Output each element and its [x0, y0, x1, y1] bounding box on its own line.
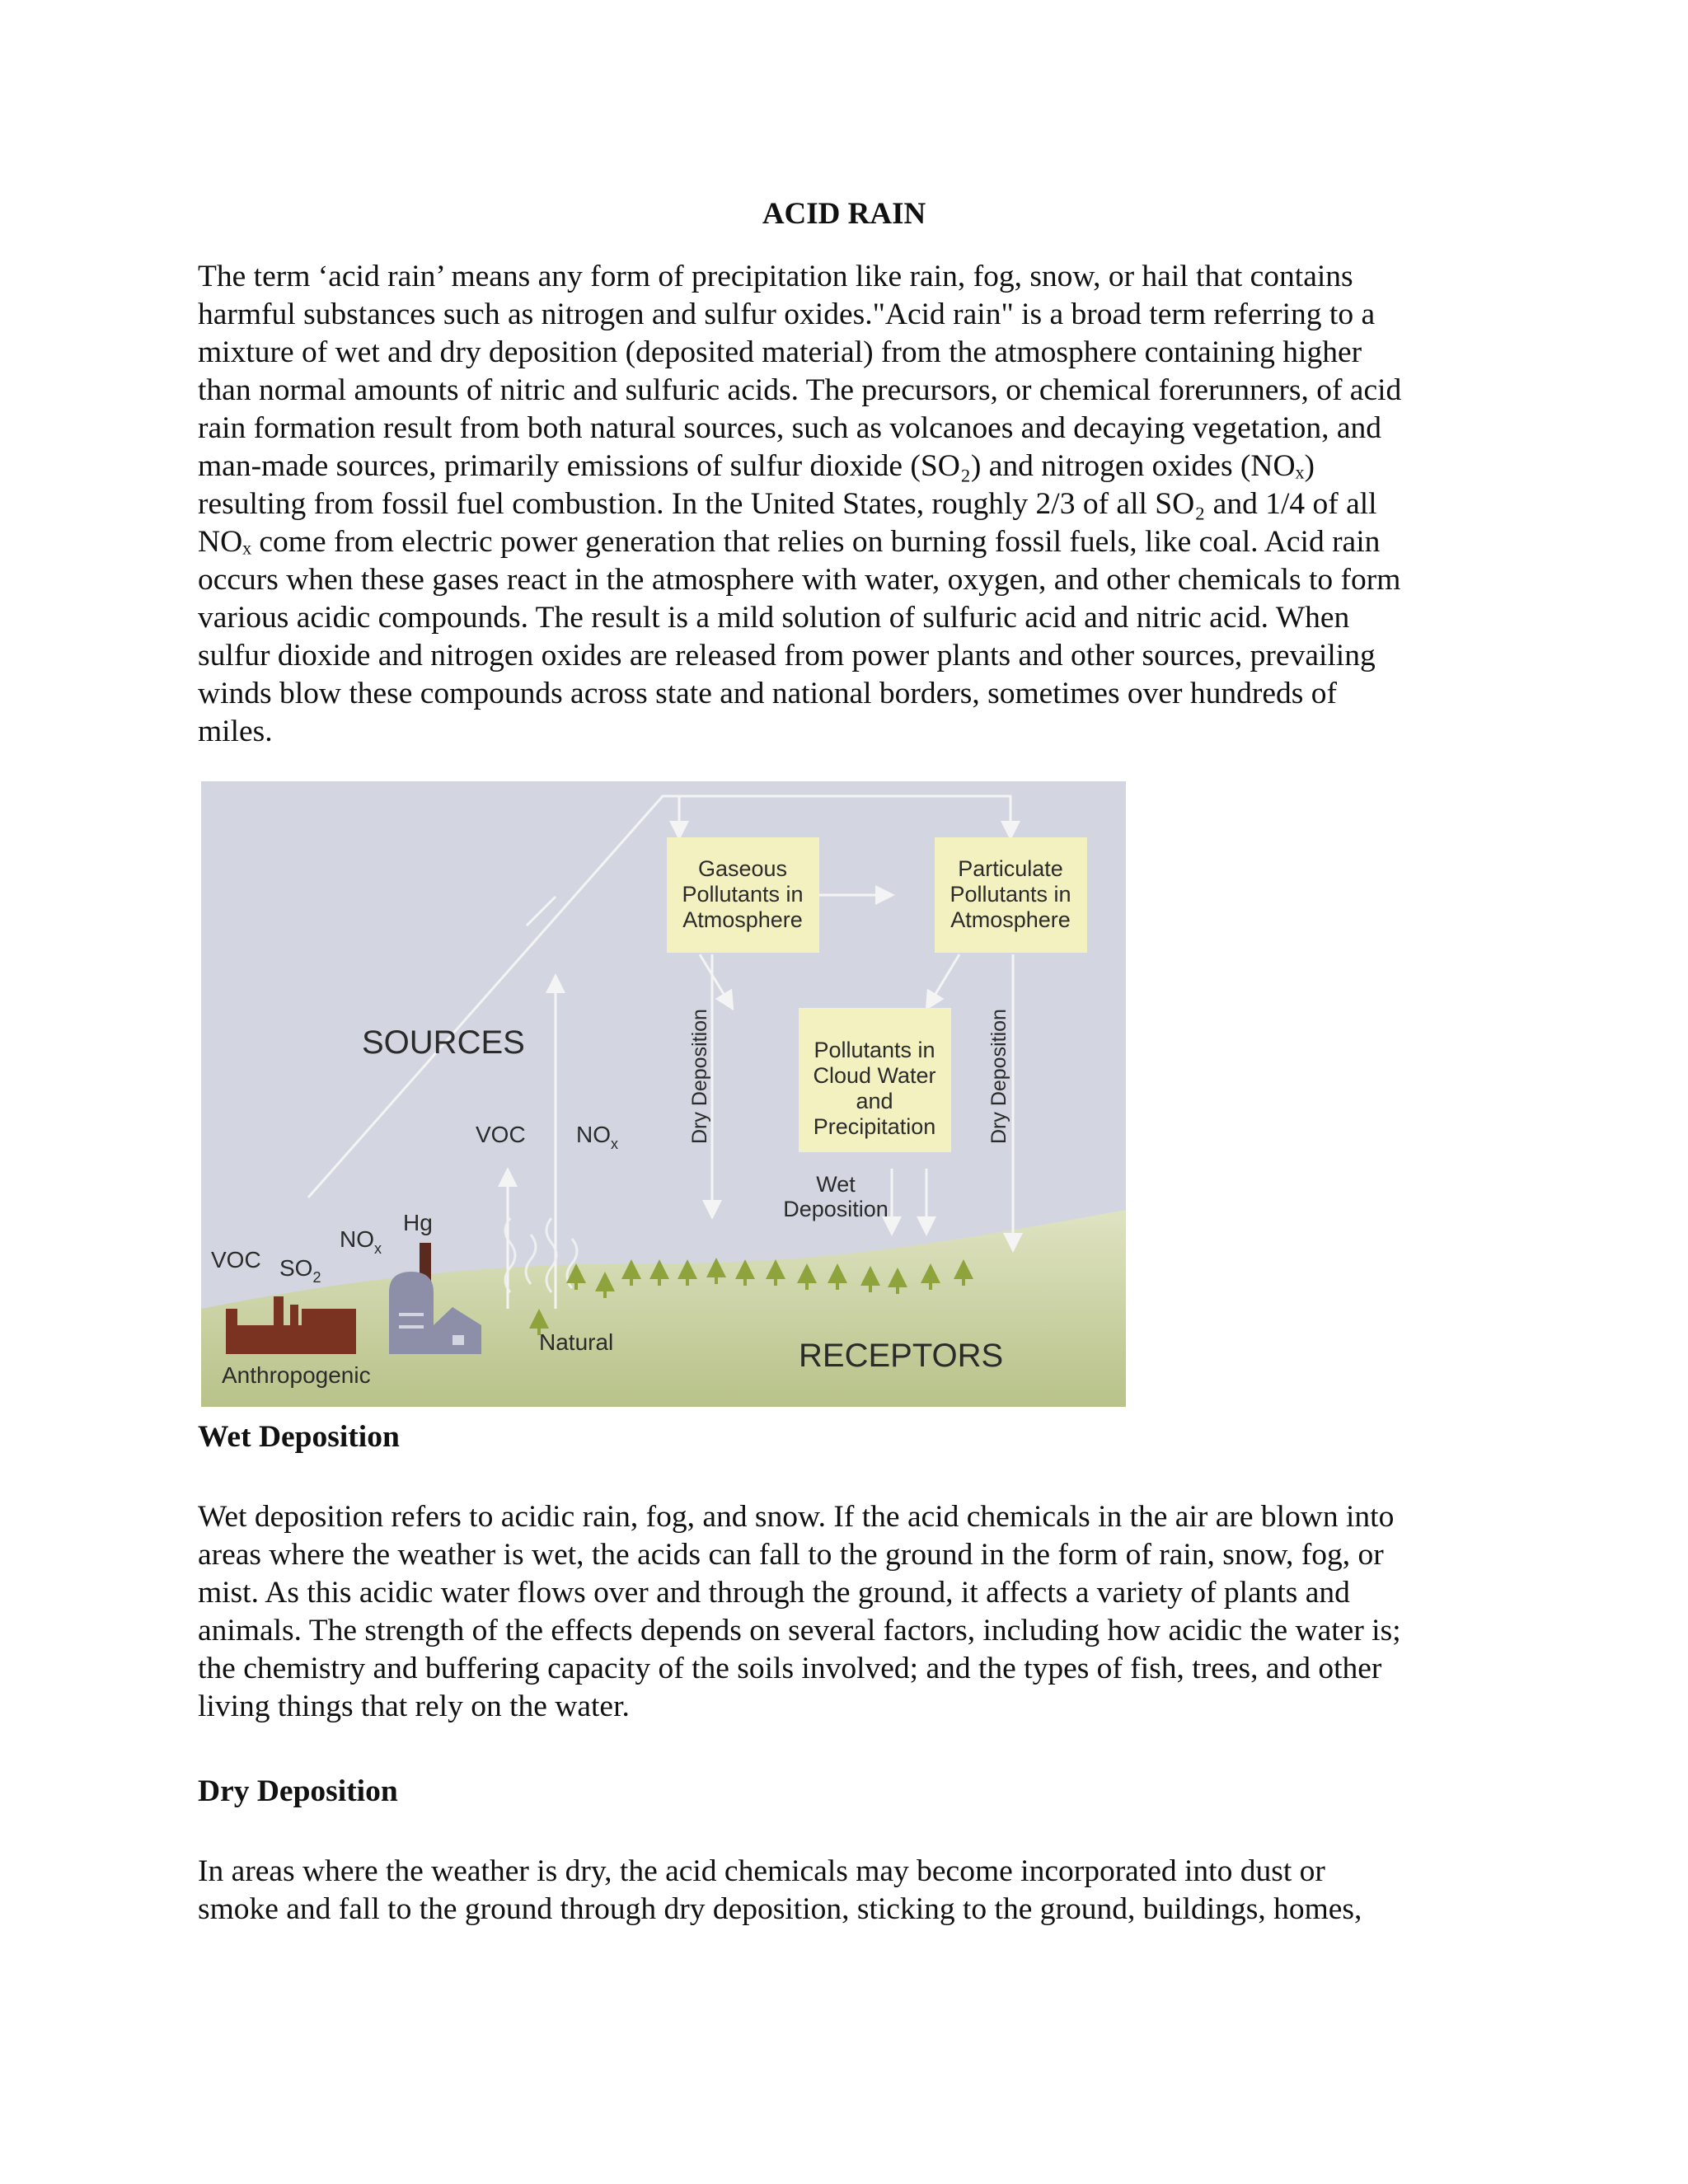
wet-deposition-paragraph [198, 1498, 1517, 1726]
box-label: Pollutants in [950, 882, 1071, 907]
text-line: harmful substances such as nitrogen and sulfur oxides."Acid rain" is a broad term referring to a [198, 298, 1376, 331]
box-label: and [856, 1089, 893, 1113]
nox-emission-label: $NO_x$ [340, 1226, 382, 1257]
box-label: Cloud Water [813, 1063, 936, 1088]
box-label: Gaseous [697, 856, 788, 881]
text-line: winds blow these compounds across state and national borders, sometimes over hundreds of [198, 677, 1338, 710]
text-line: areas where the weather is wet, the acids can fall to the ground in the form of rain, snow, fog, or [198, 1538, 1384, 1572]
voc-label: VOC [476, 1122, 526, 1147]
box-label: Pollutants in [814, 1038, 935, 1062]
text-line: occurs when these gases react in the atmosphere with water, oxygen, and other chemicals to form [198, 563, 1401, 597]
text-line: rain formation result from both natural sources, such as volcanoes and decaying vegetation, and [198, 411, 1382, 445]
wet-deposition-label: Wet [816, 1172, 856, 1197]
text-line: NOₓ come from electric power generation that relies on burning fossil fuels, like coal. Acid rain [198, 525, 1381, 559]
hg-emission-label: Hg [403, 1210, 433, 1235]
receptors-label: RECEPTORS [799, 1338, 1004, 1374]
text-line: living things that rely on the water. [198, 1690, 630, 1723]
text-line: animals. The strength of the effects depends on several factors, including how acidic the water is; [198, 1614, 1401, 1647]
dry-deposition-label-right: Dry Deposition [987, 1009, 1010, 1144]
nox-label: $NO_x$ [576, 1122, 618, 1152]
particulate-pollutants-box [935, 837, 1087, 953]
box-label: Particulate [958, 856, 1063, 881]
text-line: mixture of wet and dry deposition (deposited material) from the atmosphere containing higher [198, 335, 1362, 369]
text-line: mist. As this acidic water flows over and through the ground, it affects a variety of plants and [198, 1576, 1350, 1610]
box-label: Atmosphere [682, 907, 803, 932]
intro-paragraph [198, 258, 1517, 751]
text-line: man-made sources, primarily emissions of sulfur dioxide (SO₂) and nitrogen oxides (NOₓ) [198, 449, 1315, 483]
anthropogenic-label: Anthropogenic [222, 1362, 371, 1388]
gaseous-pollutants-box [667, 837, 819, 953]
text-line: In areas where the weather is dry, the acid chemicals may become incorporated into dust or [198, 1854, 1325, 1888]
wet-deposition-heading: Wet Deposition [198, 1420, 400, 1454]
text-line: miles. [198, 715, 273, 748]
sources-label: SOURCES [362, 1024, 525, 1061]
text-line: than normal amounts of nitric and sulfuric acids. The precursors, or chemical forerunners, of acid [198, 373, 1402, 407]
text-line: resulting from fossil fuel combustion. In the United States, roughly 2/3 of all SO₂ and 1/4 of all [198, 487, 1377, 521]
acid-rain-diagram [201, 781, 1126, 1407]
cloud-water-box [799, 1008, 951, 1152]
wet-deposition-label: Deposition [783, 1197, 889, 1221]
box-label: Pollutants in [682, 882, 804, 907]
text-line: sulfur dioxide and nitrogen oxides are released from power plants and other sources, prevailing [198, 639, 1376, 673]
voc-emission-label: VOC [211, 1247, 261, 1272]
text-line: smoke and fall to the ground through dry deposition, sticking to the ground, buildings, homes, [198, 1892, 1362, 1926]
text-line: The term ‘acid rain’ means any form of precipitation like rain, fog, snow, or hail that contains [198, 260, 1353, 293]
so2-emission-label: $SO_2$ [279, 1255, 321, 1286]
dry-deposition-heading: Dry Deposition [198, 1774, 398, 1808]
box-label: Atmosphere [950, 907, 1071, 932]
page-title: ACID RAIN [762, 197, 926, 231]
text-line: the chemistry and buffering capacity of the soils involved; and the types of fish, trees, and other [198, 1652, 1382, 1685]
dry-deposition-label: Dry Deposition [688, 1009, 711, 1144]
dry-deposition-paragraph [198, 1853, 1517, 1929]
text-line: Wet deposition refers to acidic rain, fog, and snow. If the acid chemicals in the air are blown into [198, 1500, 1395, 1534]
box-label: Precipitation [813, 1114, 936, 1139]
natural-label: Natural [539, 1329, 614, 1355]
text-line: various acidic compounds. The result is a mild solution of sulfuric acid and nitric acid. When [198, 601, 1350, 635]
